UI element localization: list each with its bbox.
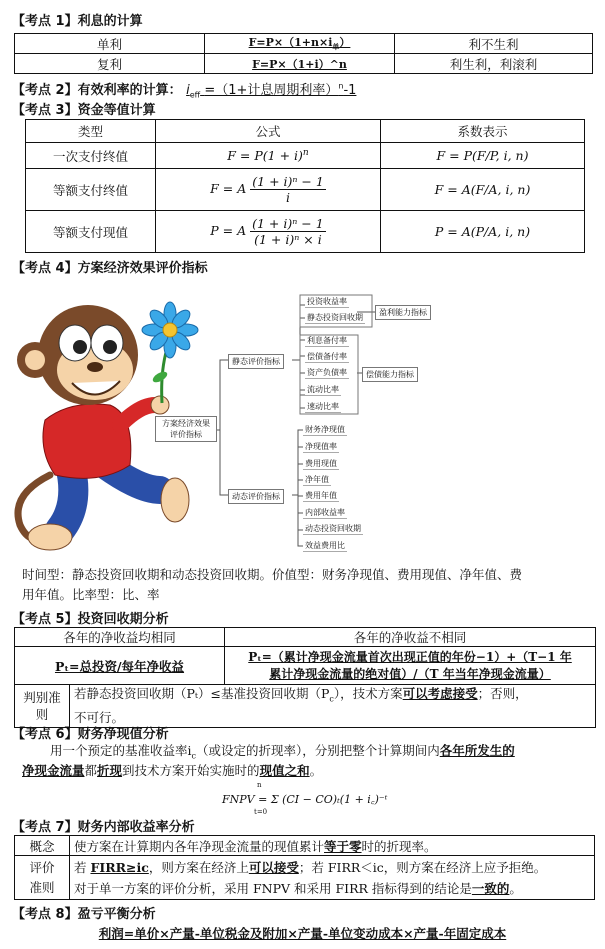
mindmap-dynamic: 动态评价指标: [228, 489, 284, 504]
sum-upper: n: [257, 781, 262, 789]
concept-part: 使方案在计算期内各年净现金流量的现值累计: [74, 838, 325, 854]
col-formula: 公式: [156, 120, 381, 143]
mindmap-leaf: 流动比率: [307, 385, 339, 394]
mindmap-leaf: 投资收益率: [307, 297, 347, 306]
eval-text: [70, 856, 595, 900]
eval-part: ，则方案在经济上: [148, 859, 249, 875]
compound-interest-formula: F=P×（1+i）^n: [205, 54, 395, 74]
fraction-numerator: (1 + i)ⁿ − 1: [252, 174, 324, 189]
mindmap-static: 静态评价指标: [228, 354, 284, 369]
section-2-title: 【考点 2】有效利率的计算：: [12, 83, 182, 98]
eval-part: 若: [74, 859, 91, 875]
section-3-heading: 【考点 3】资金等值计算: [12, 103, 156, 118]
mindmap-leaf: 效益费用比: [305, 541, 345, 550]
npv-text: （或设定的折现率），分别把整个计算期间内: [195, 743, 440, 758]
rate-tail: -1: [343, 83, 357, 98]
rate-sup: n: [338, 81, 344, 91]
fraction-denominator: (1 + i)ⁿ × i: [254, 232, 322, 247]
fraction: [250, 174, 326, 205]
unequal-income-formula: [225, 647, 596, 685]
judge-part: ），技术方案: [333, 686, 403, 701]
table-row: [26, 211, 585, 253]
eval-line-2: [74, 878, 590, 899]
unequal-income-header: 各年的净收益不相同: [225, 628, 596, 647]
coefficient-cell: F = A(F/A, i, n): [381, 169, 585, 211]
section-2-heading: [12, 79, 356, 100]
npv-emph: 折现: [97, 763, 123, 778]
rate-formula-body: =（1+计息周期利率）: [204, 83, 339, 98]
table-row: [15, 647, 596, 685]
fraction-denominator: i: [286, 190, 291, 205]
sum-lower: t=0: [254, 808, 268, 816]
formula-close: ）: [339, 36, 351, 50]
section-5-heading: 【考点 5】投资回收期分析: [12, 612, 169, 627]
interest-table: [14, 33, 593, 74]
fnpv-expression: FNPV = Σ (CI − CO)ₜ(1 + i꜀)⁻ᵗ: [222, 793, 388, 806]
formula-lhs: P = A: [210, 223, 247, 238]
fnpv-formula: [222, 781, 388, 816]
compound-interest-note: 利生利，利滚利: [395, 54, 593, 74]
mindmap-leaf: 速动比率: [307, 402, 339, 411]
mindmap-profit: 盈利能力指标: [375, 305, 431, 320]
judge-accept: 可以考虑接受: [402, 686, 478, 701]
table-row: [15, 856, 595, 900]
eval-emph: 一致的: [471, 880, 510, 896]
mindmap-leaf: 资产负债率: [307, 368, 347, 377]
mindmap-leaf: 费用年值: [305, 491, 337, 500]
equal-income-formula: Pₜ=总投资/每年净收益: [15, 647, 225, 685]
judge-part: ；否则，: [477, 686, 528, 701]
mindmap-root: 方案经济效果评价指标: [155, 416, 217, 442]
table-row: [15, 836, 595, 856]
type-cell: 等额支付现值: [26, 211, 156, 253]
mindmap-leaf: 静态投资回收期: [307, 313, 363, 322]
table-row: [15, 34, 593, 54]
npv-emph: 现值之和: [259, 763, 310, 778]
formula-sup: n: [302, 147, 309, 158]
concept-label: 概念: [15, 836, 70, 856]
npv-emph: 各年所发生的: [439, 743, 515, 758]
type-cell: 一次支付终值: [26, 143, 156, 169]
compound-interest-label: 复利: [15, 54, 205, 74]
mindmap-leaf: 内部收益率: [305, 508, 345, 517]
judge-part: 若静态投资回收期（Pₜ）≤基准投资回收期（P: [74, 686, 330, 701]
npv-emph: 净现金流量: [22, 763, 85, 778]
mindmap-leaf: 净年值: [305, 475, 329, 484]
col-coefficient: 系数表示: [381, 120, 585, 143]
formula-sub: 单: [332, 42, 340, 52]
mindmap-leaf: 费用现值: [305, 459, 337, 468]
eval-label: 评价准则: [15, 856, 70, 900]
indicator-note-line2: 用年值。比率型：比、率: [22, 587, 160, 602]
npv-sub: c: [191, 751, 196, 761]
simple-interest-label: 单利: [15, 34, 205, 54]
simple-interest-note: 利不生利: [395, 34, 593, 54]
breakeven-formula-wrap: [0, 924, 605, 942]
formula-line-2: 累计净现金流量的绝对值）/（T 年当年净现金流量）: [269, 666, 551, 681]
mindmap-leaf: 动态投资回收期: [305, 524, 361, 533]
section-8-heading: 【考点 8】盈亏平衡分析: [12, 907, 156, 922]
section-4-heading: 【考点 4】方案经济效果评价指标: [12, 261, 208, 276]
concept-text: [70, 836, 595, 856]
npv-text: 都: [84, 763, 98, 778]
table-row: [15, 685, 596, 728]
fraction-numerator: (1 + i)ⁿ − 1: [252, 216, 324, 231]
section-6-heading: 【考点 6】财务净现值分析: [12, 727, 169, 742]
npv-text: 到技术方案开始实施时的: [122, 763, 260, 778]
indicator-note-line1: 时间型：静态投资回收期和动态投资回收期。价值型：财务净现值、费用现值、净年值、费: [22, 567, 523, 582]
formula-lhs: F = A: [210, 181, 247, 196]
table-header-row: [26, 120, 585, 143]
npv-text: 。: [309, 763, 323, 778]
judge-sub: c: [329, 694, 334, 704]
equivalence-table: [25, 119, 585, 253]
effective-rate-formula: [186, 83, 356, 98]
formula-line-1: Pₜ=（累计净现金流量首次出现正值的年份−1）+（T−1 年: [248, 649, 572, 664]
concept-emph: 等于零: [324, 838, 362, 854]
mindmap-leaf: 财务净现值: [305, 425, 345, 434]
equal-income-header: 各年的净收益均相同: [15, 628, 225, 647]
mindmap-leaf: 利息备付率: [307, 336, 347, 345]
col-type: 类型: [26, 120, 156, 143]
eval-part: 对于单一方案的评价分析，采用 FNPV 和采用 FIRR 指标得到的结论是: [74, 880, 472, 896]
table-row: [26, 169, 585, 211]
fraction: [250, 216, 326, 247]
irr-table: [14, 835, 595, 900]
npv-text: 用一个预定的基准收益率i: [50, 743, 192, 758]
eval-emph: FIRR≥ic: [90, 859, 149, 875]
table-row: [15, 54, 593, 74]
npv-para-line2: [22, 762, 322, 780]
simple-interest-formula: [205, 34, 395, 54]
type-cell: 等额支付终值: [26, 169, 156, 211]
judge-label: 判别准则: [15, 685, 70, 728]
formula-text: F=P×（1+n×i: [248, 36, 333, 50]
formula-cell: [156, 143, 381, 169]
judge-text: [70, 685, 596, 728]
formula-cell: [156, 169, 381, 211]
coefficient-cell: P = A(P/A, i, n): [381, 211, 585, 253]
mindmap-leaf: 偿债备付率: [307, 352, 347, 361]
formula-main: F = P(1 + i): [227, 148, 303, 164]
mindmap-leaf: 净现值率: [305, 442, 337, 451]
payback-table: [14, 627, 596, 728]
section-1-heading: 【考点 1】利息的计算: [12, 14, 143, 29]
breakeven-formula: 利润=单价×产量-单位税金及附加×产量-单位变动成本×产量-年固定成本: [98, 926, 507, 941]
mindmap-debt: 偿债能力指标: [362, 367, 418, 382]
table-row: [26, 143, 585, 169]
judge-part: 不可行。: [74, 709, 125, 725]
coefficient-cell: F = P(F/P, i, n): [381, 143, 585, 169]
concept-part: 时的折现率。: [361, 838, 437, 854]
eval-part: ；若 FIRR＜ic，则方案在经济上应予拒绝。: [298, 859, 547, 875]
rate-sub: eff: [189, 90, 201, 100]
eval-part: 。: [509, 880, 522, 896]
formula-cell: [156, 211, 381, 253]
section-7-heading: 【考点 7】财务内部收益率分析: [12, 820, 195, 835]
eval-line-1: [74, 857, 590, 878]
table-row: [15, 628, 596, 647]
rate-symbol: i: [186, 83, 190, 98]
eval-emph: 可以接受: [248, 859, 299, 875]
